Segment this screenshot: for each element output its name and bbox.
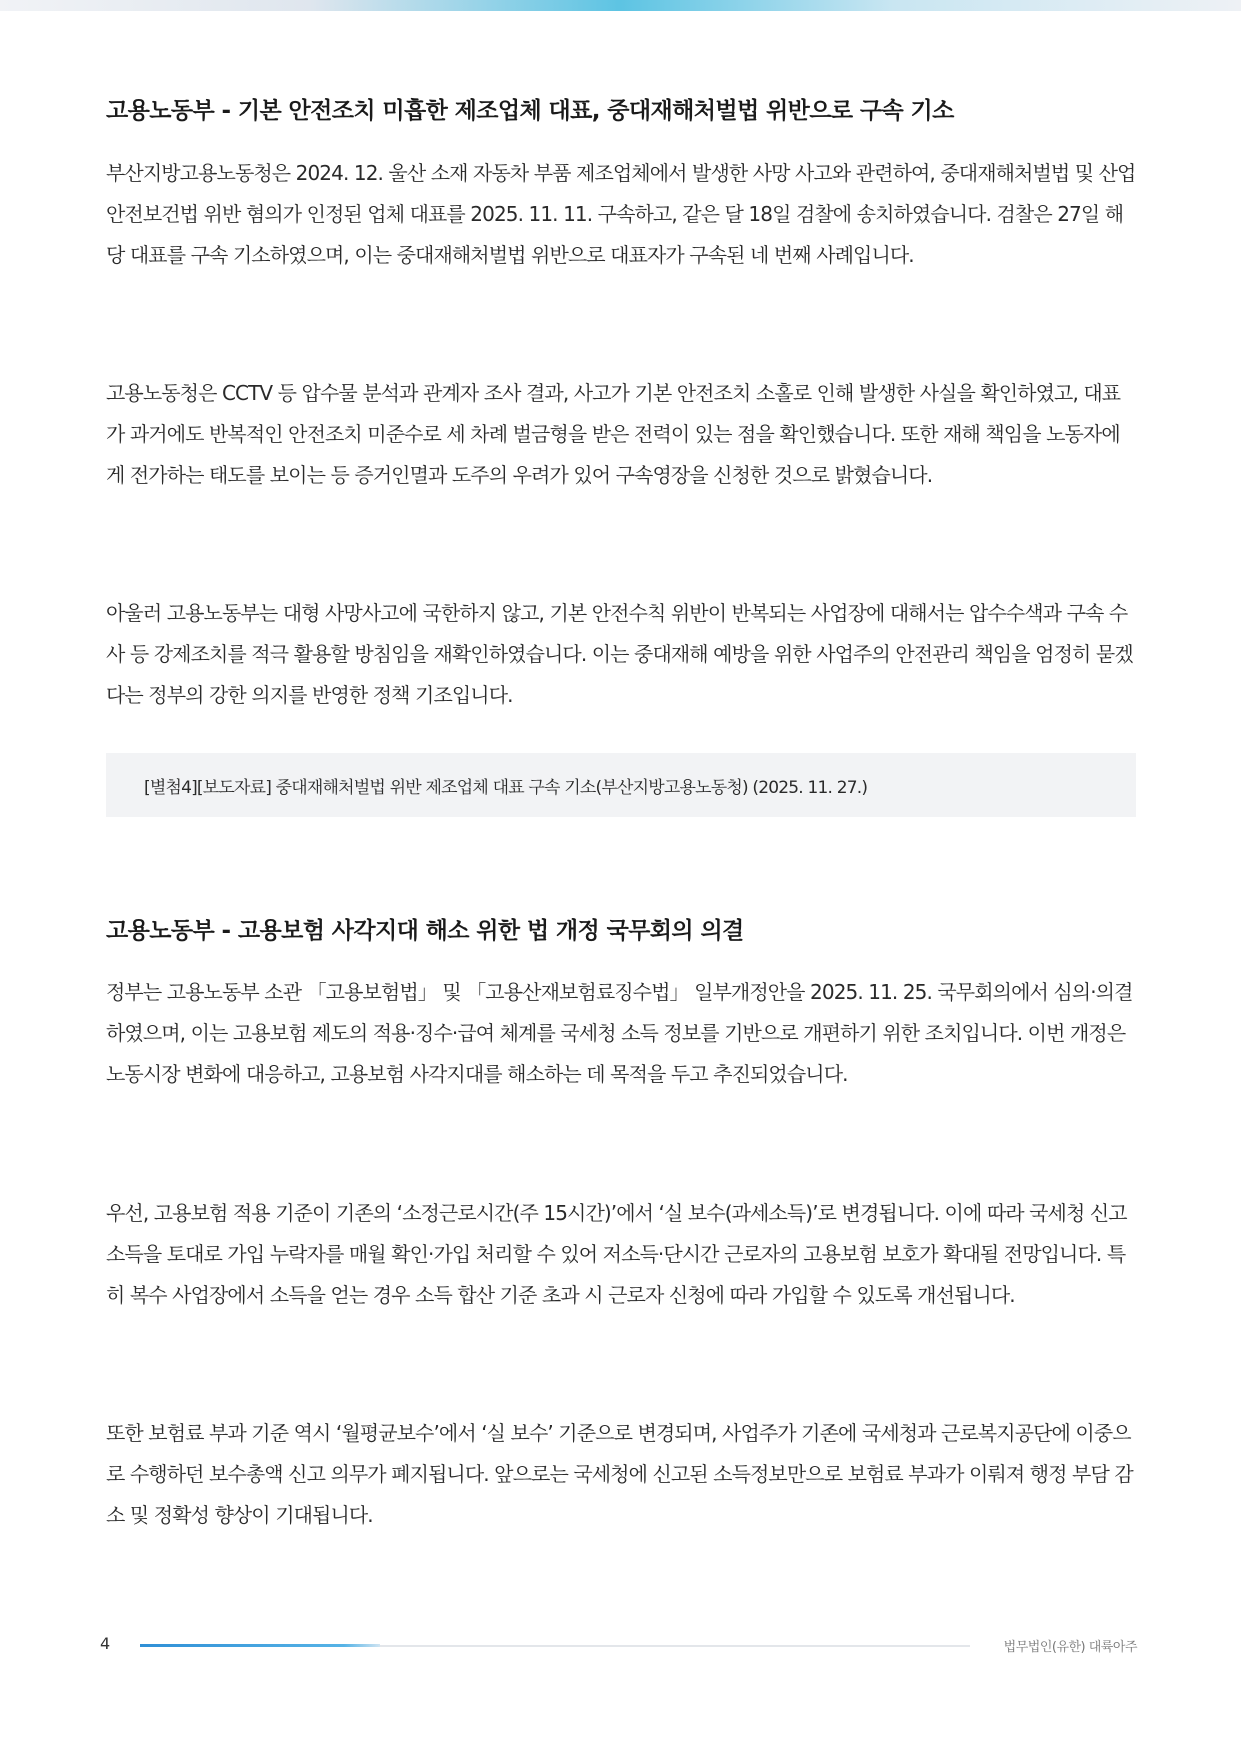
footer-divider-accent — [140, 1644, 380, 1647]
paragraph: 아울러 고용노동부는 대형 사망사고에 국한하지 않고, 기본 안전수칙 위반이 반복되는 사업장에 대해서는 압수수색과 구속 수사 등 강제조치를 적극 활용할 방침임을 재확인하였습니다. 이는 중대재해 예방을 위한 사업주의 안전관리 책임을 엄정히 묻겠다는 정부의 강한 의지를 반영한 정책 기조입니다. — [106, 601, 1133, 707]
attachment-reference-box — [106, 753, 1136, 817]
section-title-employment-insurance: 고용노동부 - 고용보험 사각지대 해소 위한 법 개정 국무회의 의결 — [106, 918, 744, 944]
header-accent-bar — [0, 0, 1241, 11]
paragraph: 부산지방고용노동청은 2024. 12. 울산 소재 자동차 부품 제조업체에서 발생한 사망 사고와 관련하여, 중대재해처벌법 및 산업안전보건법 위반 혐의가 인정된 업체 대표를 2025. 11. 11. 구속하고, 같은 달 18일 검찰에 송치하였습니다. 검찰은 27일 해당 대표를 구속 기소하였으며, 이는 중대재해처벌법 위반으로 대표자가 구속된 네 번째 사례입니다. — [106, 161, 1136, 267]
attachment-reference-text: [별첨4][보도자료] 중대재해처벌법 위반 제조업체 대표 구속 기소(부산지방고용노동청) (2025. 11. 27.) — [144, 778, 868, 798]
paragraph: 고용노동청은 CCTV 등 압수물 분석과 관계자 조사 결과, 사고가 기본 안전조치 소홀로 인해 발생한 사실을 확인하였고, 대표가 과거에도 반복적인 안전조치 미준수로 세 차례 벌금형을 받은 전력이 있는 점을 확인했습니다. 또한 재해 책임을 노동자에게 전가하는 태도를 보이는 등 증거인멸과 도주의 우려가 있어 구속영장을 신청한 것으로 밝혔습니다. — [106, 381, 1121, 487]
page-number: 4 — [100, 1634, 111, 1653]
paragraph: 또한 보험료 부과 기준 역시 ‘월평균보수’에서 ‘실 보수’ 기준으로 변경되며, 사업주가 기존에 국세청과 근로복지공단에 이중으로 수행하던 보수총액 신고 의무가 폐지됩니다. 앞으로는 국세청에 신고된 소득정보만으로 보험료 부과가 이뤄져 행정 부담 감소 및 정확성 향상이 기대됩니다. — [106, 1421, 1133, 1527]
paragraph: 정부는 고용노동부 소관 「고용보험법」 및 「고용산재보험료징수법」 일부개정안을 2025. 11. 25. 국무회의에서 심의·의결하였으며, 이는 고용보험 제도의 적용·징수·급여 체계를 국세청 소득 정보를 기반으로 개편하기 위한 조치입니다. 이번 개정은 노동시장 변화에 대응하고, 고용보험 사각지대를 해소하는 데 목적을 두고 추진되었습니다. — [106, 980, 1133, 1086]
paragraph: 우선, 고용보험 적용 기준이 기존의 ‘소정근로시간(주 15시간)’에서 ‘실 보수(과세소득)’로 변경됩니다. 이에 따라 국세청 신고 소득을 토대로 가입 누락자를 매월 확인·가입 처리할 수 있어 저소득·단시간 근로자의 고용보험 보호가 확대될 전망입니다. 특히 복수 사업장에서 소득을 얻는 경우 소득 합산 기준 초과 시 근로자 신청에 따라 가입할 수 있도록 개선됩니다. — [106, 1201, 1127, 1307]
section-title-serious-accident: 고용노동부 - 기본 안전조치 미흡한 제조업체 대표, 중대재해처벌법 위반으로 구속 기소 — [106, 98, 954, 124]
firm-name: 법무법인(유한) 대륙아주 — [1003, 1640, 1137, 1655]
